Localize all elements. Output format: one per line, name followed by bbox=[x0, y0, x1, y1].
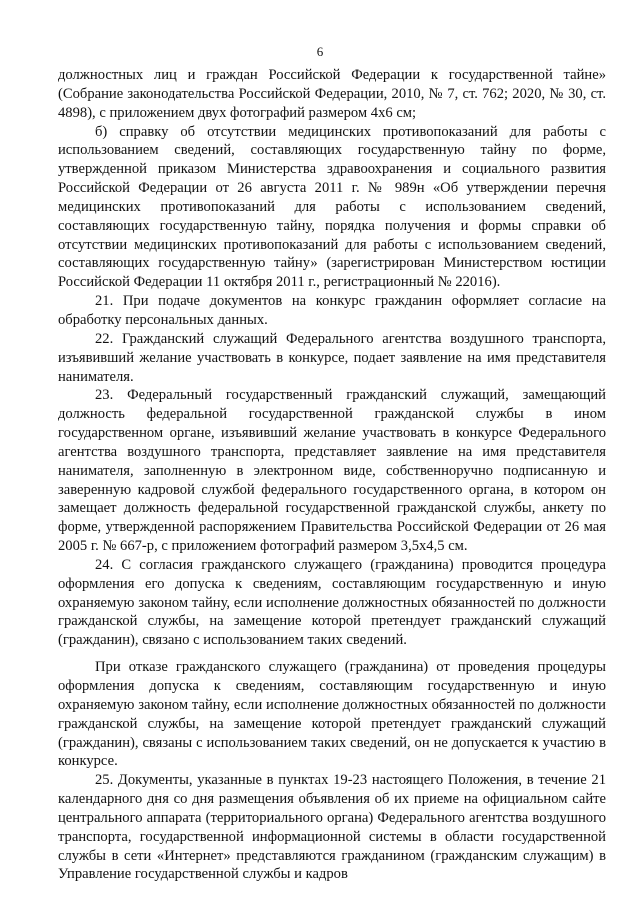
document-body bbox=[58, 66, 606, 884]
paragraph-continuation: должностных лиц и граждан Российской Федерации к государственной тайне» (Собрание законодательства Российской Федерации, 2010, № 7, ст. 762; 2020, № 30, ст. 4898), с приложением двух фотографий размером 4х6 см; bbox=[58, 67, 606, 121]
paragraph-21: 21. При подаче документов на конкурс гражданин оформляет согласие на обработку персональных данных. bbox=[58, 293, 606, 328]
paragraph-22: 22. Гражданский служащий Федерального агентства воздушного транспорта, изъявивший желание участвовать в конкурсе, подает заявление на имя представителя нанимателя. bbox=[58, 330, 606, 385]
paragraph-24: 24. С согласия гражданского служащего (гражданина) проводится процедура оформления его допуска к сведениям, составляющим государственную и иную охраняемую законом тайну, если исполнение должностных обязанностей по должности гражданской службы, на замещение которой претендует гражданский служащий (гражданин), связано с использованием таких сведений. bbox=[58, 556, 606, 649]
paragraph-23: 23. Федеральный государственный гражданский служащий, замещающий должность федеральной государственной гражданской службы в ином государственном органе, изъявивший желание участвовать в конкурсе Федерального агентства воздушного транспорта, представляет заявление на имя представителя нанимателя, заполненную в электронном виде, собственноручно подписанную и заверенную кадровой службой федерального государственного органа, в котором он замещает должность федеральной государственной гражданской службы, анкету по форме, утвержденной распоряжением Правительства Российской Федерации от 26 мая 2005 г. № 667-р, с приложением фотографий размером 3,5х4,5 см. bbox=[58, 387, 606, 555]
paragraph-24-refusal: При отказе гражданского служащего (гражданина) от проведения процедуры оформления допуска к сведениям, составляющим государственную и иную охраняемую законом тайну, если исполнение должностных обязанностей по должности гражданской службы, на замещение которой претендует гражданский служащий (гражданин), связаны с использованием таких сведений, он не допускается к участию в конкурсе. bbox=[58, 659, 606, 770]
paragraph-item-b: б) справку об отсутствии медицинских противопоказаний для работы с использованием сведений, составляющих государственную тайну по форме, утвержденной приказом Министерства здравоохранения и социального развития Российской Федерации от 26 августа 2011 г. № 989н «Об утверждении перечня медицинских противопоказаний для работы с использованием сведений, составляющих государственную тайну, порядка получения и формы справки об отсутствии медицинских противопоказаний для работы с использованием сведений, составляющих государственную тайну» (зарегистрирован Министерством юстиции Российской Федерации 11 октября 2011 г., регистрационный № 22016). bbox=[58, 123, 606, 291]
paragraph-25: 25. Документы, указанные в пунктах 19-23 настоящего Положения, в течение 21 календарного дня со дня размещения объявления об их приеме на официальном сайте центрального аппарата (территориального органа) Федерального агентства воздушного транспорта, государственной информационной системы в области государственной службы в сети «Интернет» представляются гражданином (гражданским служащим) в Управление государственной службы и кадров bbox=[58, 772, 606, 883]
page-number: 6 bbox=[316, 44, 324, 59]
